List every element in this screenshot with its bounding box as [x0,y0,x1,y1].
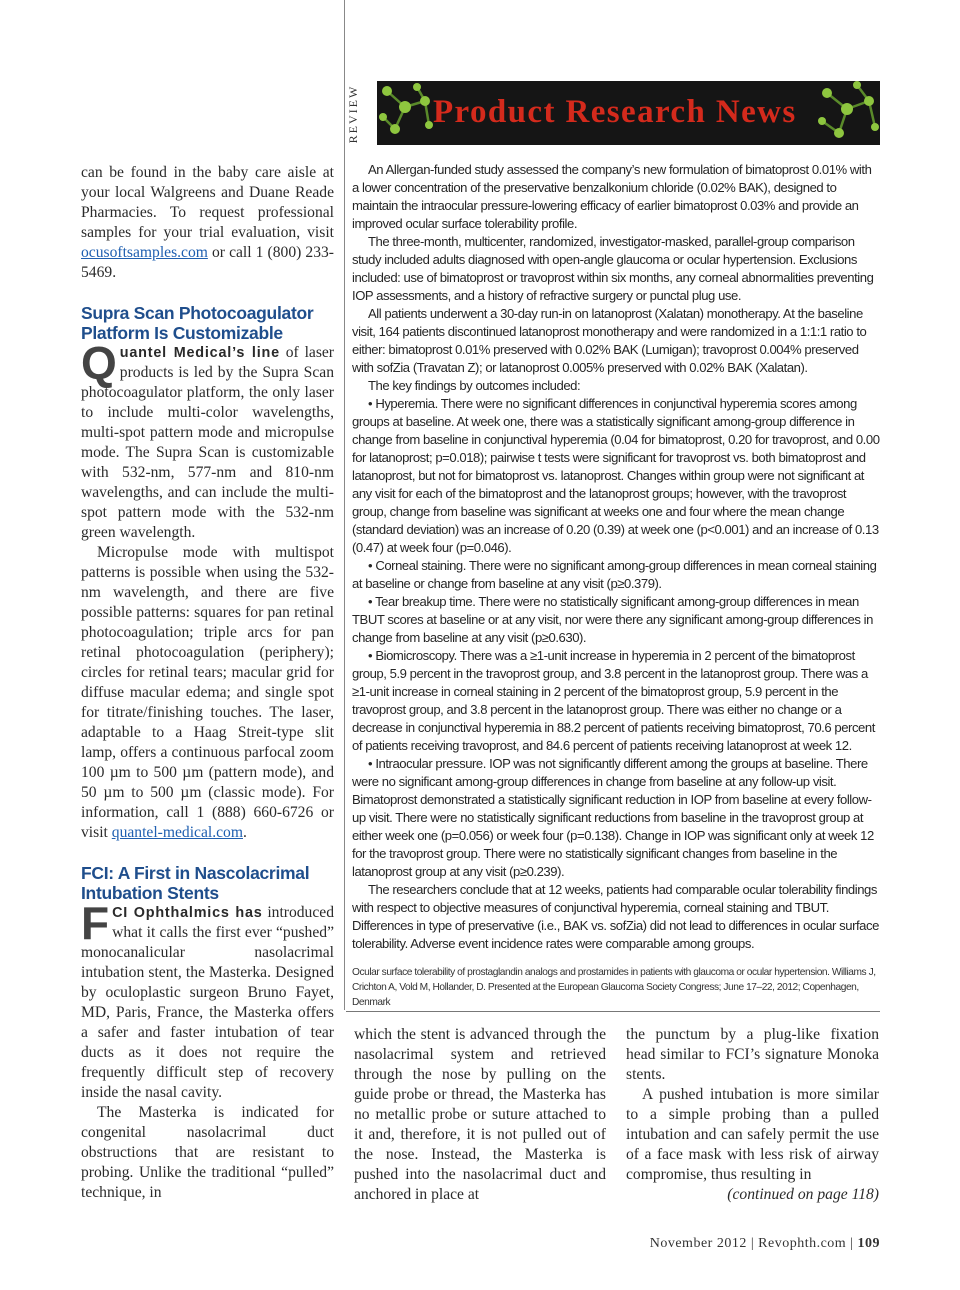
finding-iop: • Intraocular pressure. IOP was not significantly different among the groups at baseline. There were no significant among-group differences in change from baseline at any follow-up visit. Bimatoprost demonstrated a statistically significant reduction in IOP from baseline at every follow-up visit. There were no statistically significant reductions from baseline in the travoprost group at either week one (p=0.056) or week four (p=0.138). Change in IOP was significant only at week 12 for the travoprost group. There were no statistically significant changes from baseline in the latanoprost group at any visit (p≥0.239). [352,756,874,879]
finding-tear-breakup: • Tear breakup time. There were no statistically significant among-group differences in mean TBUT scores at baseline or at any visit, nor were there any significant among-group differences in change from baseline at any visit (p≥0.630). [352,594,873,645]
review-section-label: REVIEW [346,84,360,144]
fci-paragraph-1: FCI Ophthalmics has introduced what it calls the first ever “pushed” monocanalicular nasolacrimal intubation stent, the Masterka. Designed by oculoplastic surgeon Bruno Fayet, MD, Paris, France, the Masterka offers a safer and faster intubation of tear ducts as it does not require the frequently difficult step of recovery inside the nasal cavity. [81,897,334,1101]
middle-paragraph: which the stent is advanced through the nasolacrimal system and retrieved through the nose by pulling on the guide probe or thread, the Masterka has no metallic probe or suture attached to it and, therefore, it is not pulled out of the nose. Instead, the Masterka is pushed into the nasolacrimal duct and anchored in place at [354,1026,606,1203]
footer-date: November 2012 [649,1236,747,1251]
ocusoft-link[interactable]: ocusoftsamples.com [81,244,208,261]
research-citation: Ocular surface tolerability of prostaglandin analogs and prostamides in patients with glaucoma or ocular hypertension. Williams J, Crichton A, Vold M, Hollander, D. Presented at the European Glaucoma Society Congress; June 17–22, 2012; Copenhagen, Denmark [352,967,876,1008]
finding-corneal-staining: • Corneal staining. There were no significant among-group differences in mean corneal staining at baseline or change from baseline at any visit (p≥0.379). [352,558,877,591]
supra-scan-paragraph-2: Micropulse mode with multispot patterns is possible when using the 532-nm wavelength, and there are five possible patterns: squares for pan retinal photocoagulation; triple arcs for pan retinal photocoagulation (periphery); circles for retinal tears; macular grid for diffuse macular edema; and single spot for titrate/finishing touches. The laser, adaptable to a Haag Streit-type slit lamp, offers a continuous parfocal zoom 100 µm to 500 µm (pattern mode), and 50 µm to 500 µm (classic mode). For information, call 1 (888) 660-6726 or visit quantel-medical.com. [81,544,334,841]
continued-note: (continued on page 118) [727,1186,879,1203]
page-footer: November 2012 | Revophth.com | 109 [649,1236,880,1251]
dropcap-f: F [81,897,110,949]
dropcap-q: Q [81,337,117,389]
right-paragraph-1: the punctum by a plug-like fixation head similar to FCI’s signature Monoka stents. [626,1026,879,1083]
right-column [626,1025,879,1205]
fci-heading: FCI: A First in Nascolacrimal Intubation Stents [81,863,310,903]
research-paragraph: An Allergan-funded study assessed the company’s new formulation of bimatoprost 0.01% with a lower concentration of the preservative benzalkonium chloride (0.02% BAK), designed to maintain the intraocular pressure-lowering efficacy of earlier bimatoprost 0.03% and provide an improved ocular surface tolerability profile. [352,162,872,231]
product-research-news-banner [377,81,880,145]
middle-column [354,1025,606,1205]
finding-biomicroscopy: • Biomicroscopy. There was a ≥1-unit increase in hyperemia in 2 percent of the bimatoprost group, 5.9 percent in the travoprost group, and 3.8 percent in the latanoprost group. There was a ≥1-unit increase in corneal staining in 2 percent of the bimatoprost group, 5.9 percent in the travoprost group, and 3.8 percent in the latanoprost group. There was either no change or a decrease in conjunctival hyperemia in 88.2 percent of patients receiving bimatoprost, 70.6 percent of patients receiving travoprost, and 84.6 percent of patients receiving latanoprost at week 12. [352,648,875,753]
lead-bold-fci: CI Ophthalmics has [112,905,263,921]
footer-site: Revophth.com [758,1236,847,1251]
finding-hyperemia: • Hyperemia. There were no significant differences in conjunctival hyperemia scores among groups at baseline. At week one, there was a statistically significant among-group difference in change from baseline in conjunctival hyperemia (0.04 for bimatoprost, 0.20 for travoprost, and 0.00 for latanoprost; p=0.018); pairwise t tests were significant for travoprost vs. both bimatoprost and latanoprost, but not for bimatoprost vs. latanoprost. Changes within group were not significant at any visit for each of the bimatoprost and the latanoprost groups; however, with the travoprost group, change from baseline was significant at weeks one and four where the mean change (standard deviation) was an increase of 0.20 (0.39) at week one (p<0.001) and an increase of 0.13 (0.47) at week four (p=0.046). [352,396,880,555]
fci-paragraph-2: The Masterka is indicated for congenital nasolacrimal duct obstructions that are resistant to probing. Unlike the traditional “pulled” technique, in [81,1104,334,1201]
box-bottom-rule [346,1011,880,1012]
research-paragraph: All patients underwent a 30-day run-in on latanoprost (Xalatan) monotherapy. At the baseline visit, 164 patients discontinued latanoprost monotherapy and were randomized in a 1:1:1 ratio to either: bimatoprost 0.01% preserved with 0.02% BAK (Lumigan); travoprost 0.004% preserved with sofZia (Travatan Z); or latanoprost 0.005% preserved with 0.02% BAK (Xalatan). [352,306,867,375]
lead-bold-quantel: uantel Medical’s line [119,345,280,361]
quantel-link[interactable]: quantel-medical.com [111,824,243,841]
intro-paragraph: can be found in the baby care aisle at your local Walgreens and Duane Reade Pharmacies. To request professional samples for your trial evaluation, visit ocusoftsamples.com or call 1 (800) 233-5469. [81,164,334,281]
right-paragraph-2: A pushed intubation is more similar to a simple probing than a pulled intubation and can safely permit the use of a face mask with less risk of airway compromise, thus resulting in [626,1086,879,1183]
supra-scan-paragraph-1: Quantel Medical’s line of laser products is led by the Supra Scan photocoagulator platform, the only laser to include multi-color wavelengths, multi-spot pattern mode and micropulse mode. The Supra Scan is customizable with 532-nm, 577-nm and 810-nm wavelengths, and can include the multi-spot pattern mode with the 532-nm green wavelength. [81,337,335,541]
left-column [81,163,334,1203]
research-paragraph: The three-month, multicenter, randomized, investigator-masked, parallel-group comparison study included adults diagnosed with open-angle glaucoma or ocular hypertension. Exclusions included: use of bimatoprost or travoprost within six months, any corneal abnormalities preventing IOP assessments, and a history of refractive surgery or punctal plug use. [352,234,874,303]
research-box [352,161,880,953]
banner-title: Product Research News [433,94,797,130]
supra-scan-heading: Supra Scan Photocoagulator Platform Is Customizable [81,303,314,343]
page-number: 109 [857,1236,880,1251]
research-conclusion: The researchers conclude that at 12 weeks, patients had comparable ocular tolerability findings with respect to objective measures of conjunctival hyperemia, corneal staining and TBUT. Differences in type of preservative (i.e., BAK vs. sofZia) did not lead to differences in ocular surface tolerability. Adverse event incidence rates were comparable among groups. [352,882,879,951]
research-paragraph: The key findings by outcomes included: [368,378,581,393]
column-divider [344,0,345,1010]
